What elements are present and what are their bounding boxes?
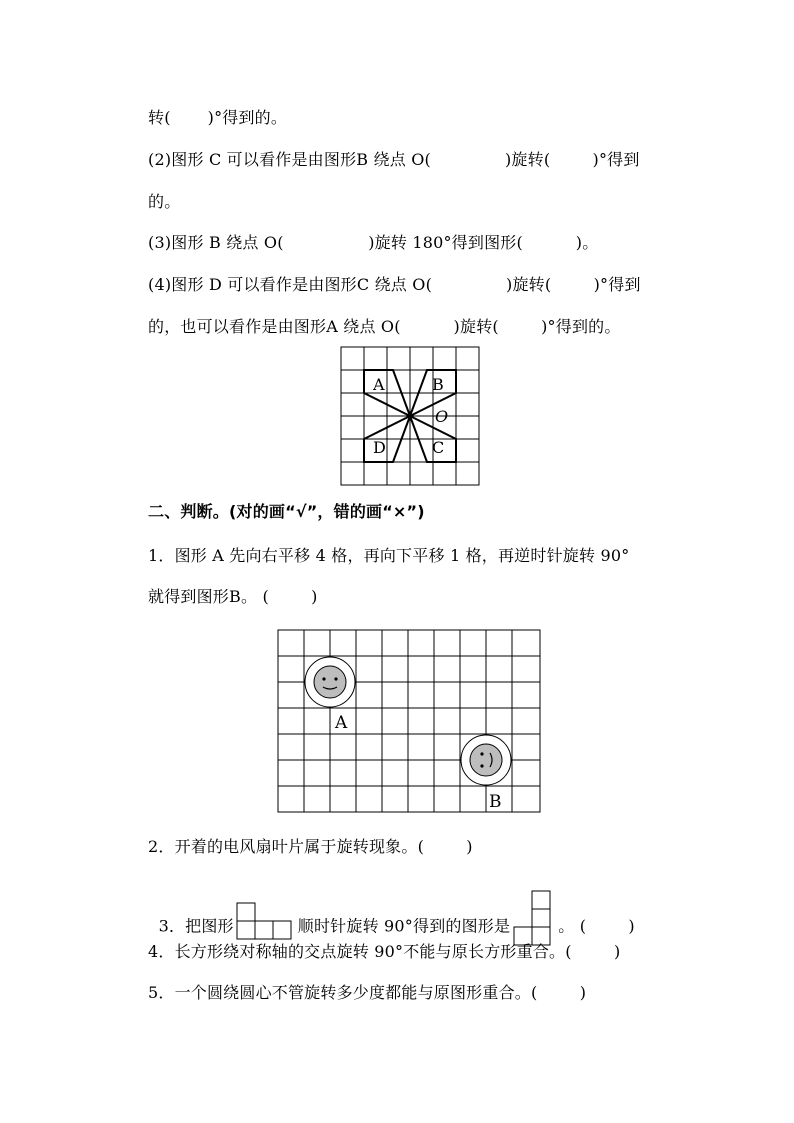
label-a: A [373, 375, 385, 394]
judge-q5: 5．一个圆绕圆心不管旋转多少度都能与原图形重合。( ) [148, 983, 587, 1002]
judge-q3-part-a: 3．把图形 [158, 916, 234, 936]
label-b: B [432, 375, 444, 394]
judge-q3-part-b: 顺时针旋转 90°得到的图形是 [297, 916, 511, 936]
judge-q2: 2．开着的电风扇叶片属于旋转现象。( ) [148, 837, 473, 856]
label-d: D [373, 438, 386, 457]
grid-2 [278, 630, 540, 812]
section-2-heading: 二、判断。(对的画“√”，错的画“×”) [148, 502, 425, 521]
label-smiley-b: B [489, 792, 502, 812]
l-shape-rotated [512, 886, 556, 946]
judge-q1-line2: 就得到图形B。 ( ) [148, 587, 318, 606]
q4-line1: (4)图形 D 可以看作是由图形C 绕点 O( )旋转( )°得到 [148, 275, 641, 294]
label-c: C [432, 438, 445, 457]
q2-line1: (2)图形 C 可以看作是由图形B 绕点 O( )旋转( )°得到 [148, 150, 640, 169]
q2-line2: 的。 [148, 192, 181, 211]
rotation-figure-abcd [340, 346, 480, 486]
label-o: O [435, 407, 449, 426]
judge-q1-line1: 1．图形 A 先向右平移 4 格，再向下平移 1 格，再逆时针旋转 90° [148, 546, 630, 565]
l-shape-original [236, 901, 296, 941]
judge-q3 [148, 888, 635, 946]
q3-line: (3)图形 B 绕点 O( )旋转 180°得到图形( )。 [148, 233, 599, 252]
q4-line2: 的，也可以看作是由图形A 绕点 O( )旋转( )°得到的。 [148, 317, 621, 336]
judge-q4: 4．长方形绕对称轴的交点旋转 90°不能与原长方形重合。( ) [148, 942, 621, 961]
q1-tail-line: 转( )°得到的。 [148, 108, 288, 127]
smiley-a [305, 657, 355, 707]
label-smiley-a: A [335, 713, 348, 733]
judge-q3-part-c: 。 ( ) [558, 916, 635, 936]
smiley-grid-figure [277, 629, 543, 815]
smiley-b [461, 735, 511, 785]
